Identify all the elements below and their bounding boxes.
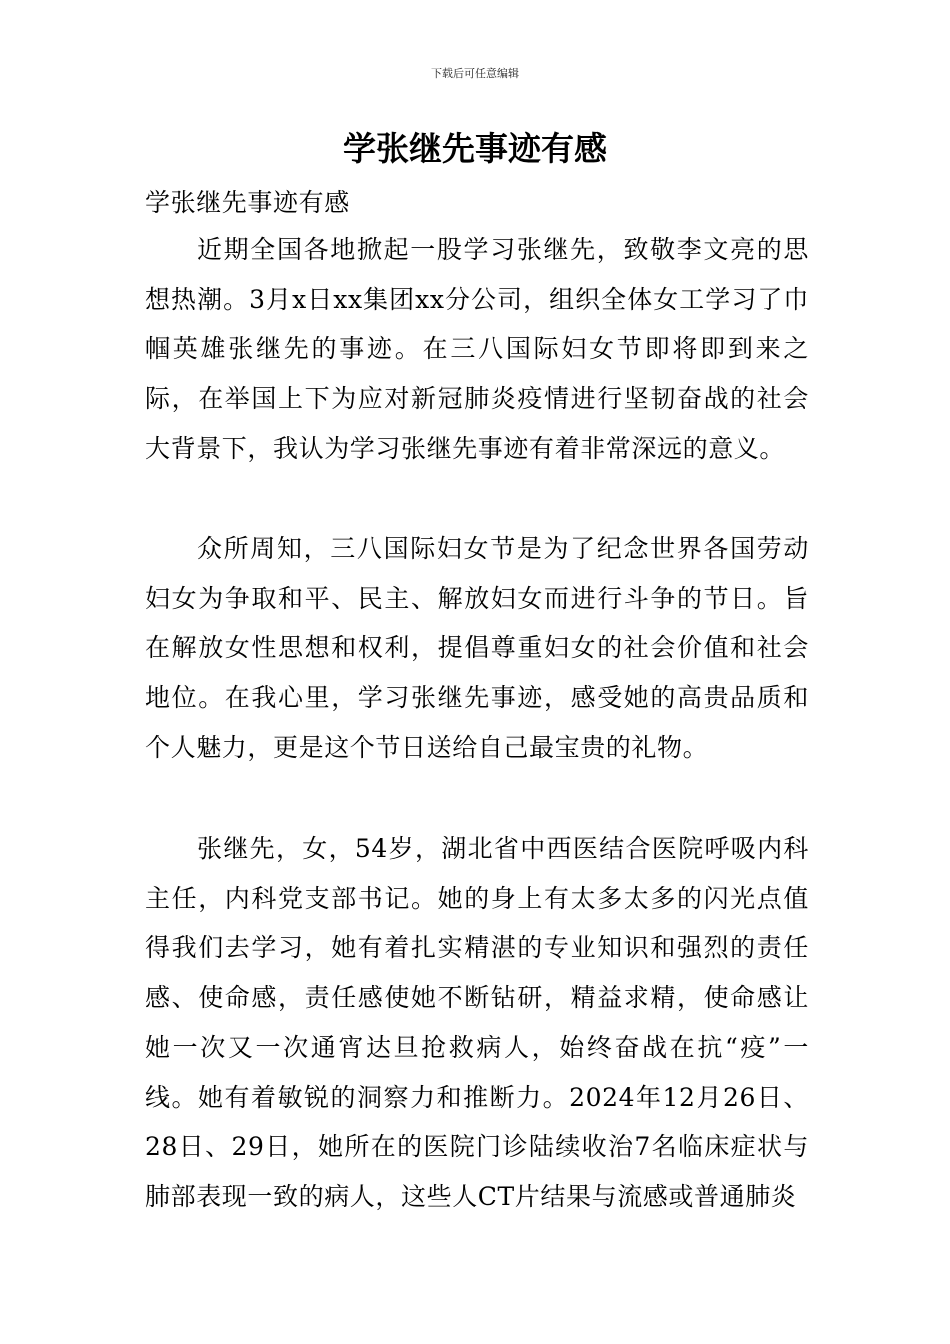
paragraph-1: 近期全国各地掀起一股学习张继先，致敬李文亮的思想热潮。3月x日xx集团xx分公司，组织全体女工学习了巾帼英雄张继先的事迹。在三八国际妇女节即将即到来之际，在举国上下为应对新冠肺炎疫情进行坚韧奋战的社会大背景下，我认为学习张继先事迹有着非常深远的意义。 [145, 235, 809, 463]
document-subtitle: 学张继先事迹有感 [145, 188, 350, 217]
document-title: 学张继先事迹有感 [343, 129, 607, 168]
header-note: 下载后可任意编辑 [431, 67, 519, 80]
paragraph-2: 众所周知，三八国际妇女节是为了纪念世界各国劳动妇女为争取和平、民主、解放妇女而进行斗争的节日。旨在解放女性思想和权利，提倡尊重妇女的社会价值和社会地位。在我心里，学习张继先事迹，感受她的高贵品质和个人魅力，更是这个节日送给自己最宝贵的礼物。 [145, 534, 809, 762]
paragraph-3: 张继先，女，54岁，湖北省中西医结合医院呼吸内科主任，内科党支部书记。她的身上有太多太多的闪光点值得我们去学习，她有着扎实精湛的专业知识和强烈的责任感、使命感，责任感使她不断钻研，精益求精，使命感让她一次又一次通宵达旦抢救病人，始终奋战在抗“疫”一线。她有着敏锐的洞察力和推断力。2024年12月26日、28日、29日，她所在的医院门诊陆续收治7名临床症状与肺部表现一致的病人，这些人CT片结果与流感或普通肺炎 [145, 834, 809, 1211]
